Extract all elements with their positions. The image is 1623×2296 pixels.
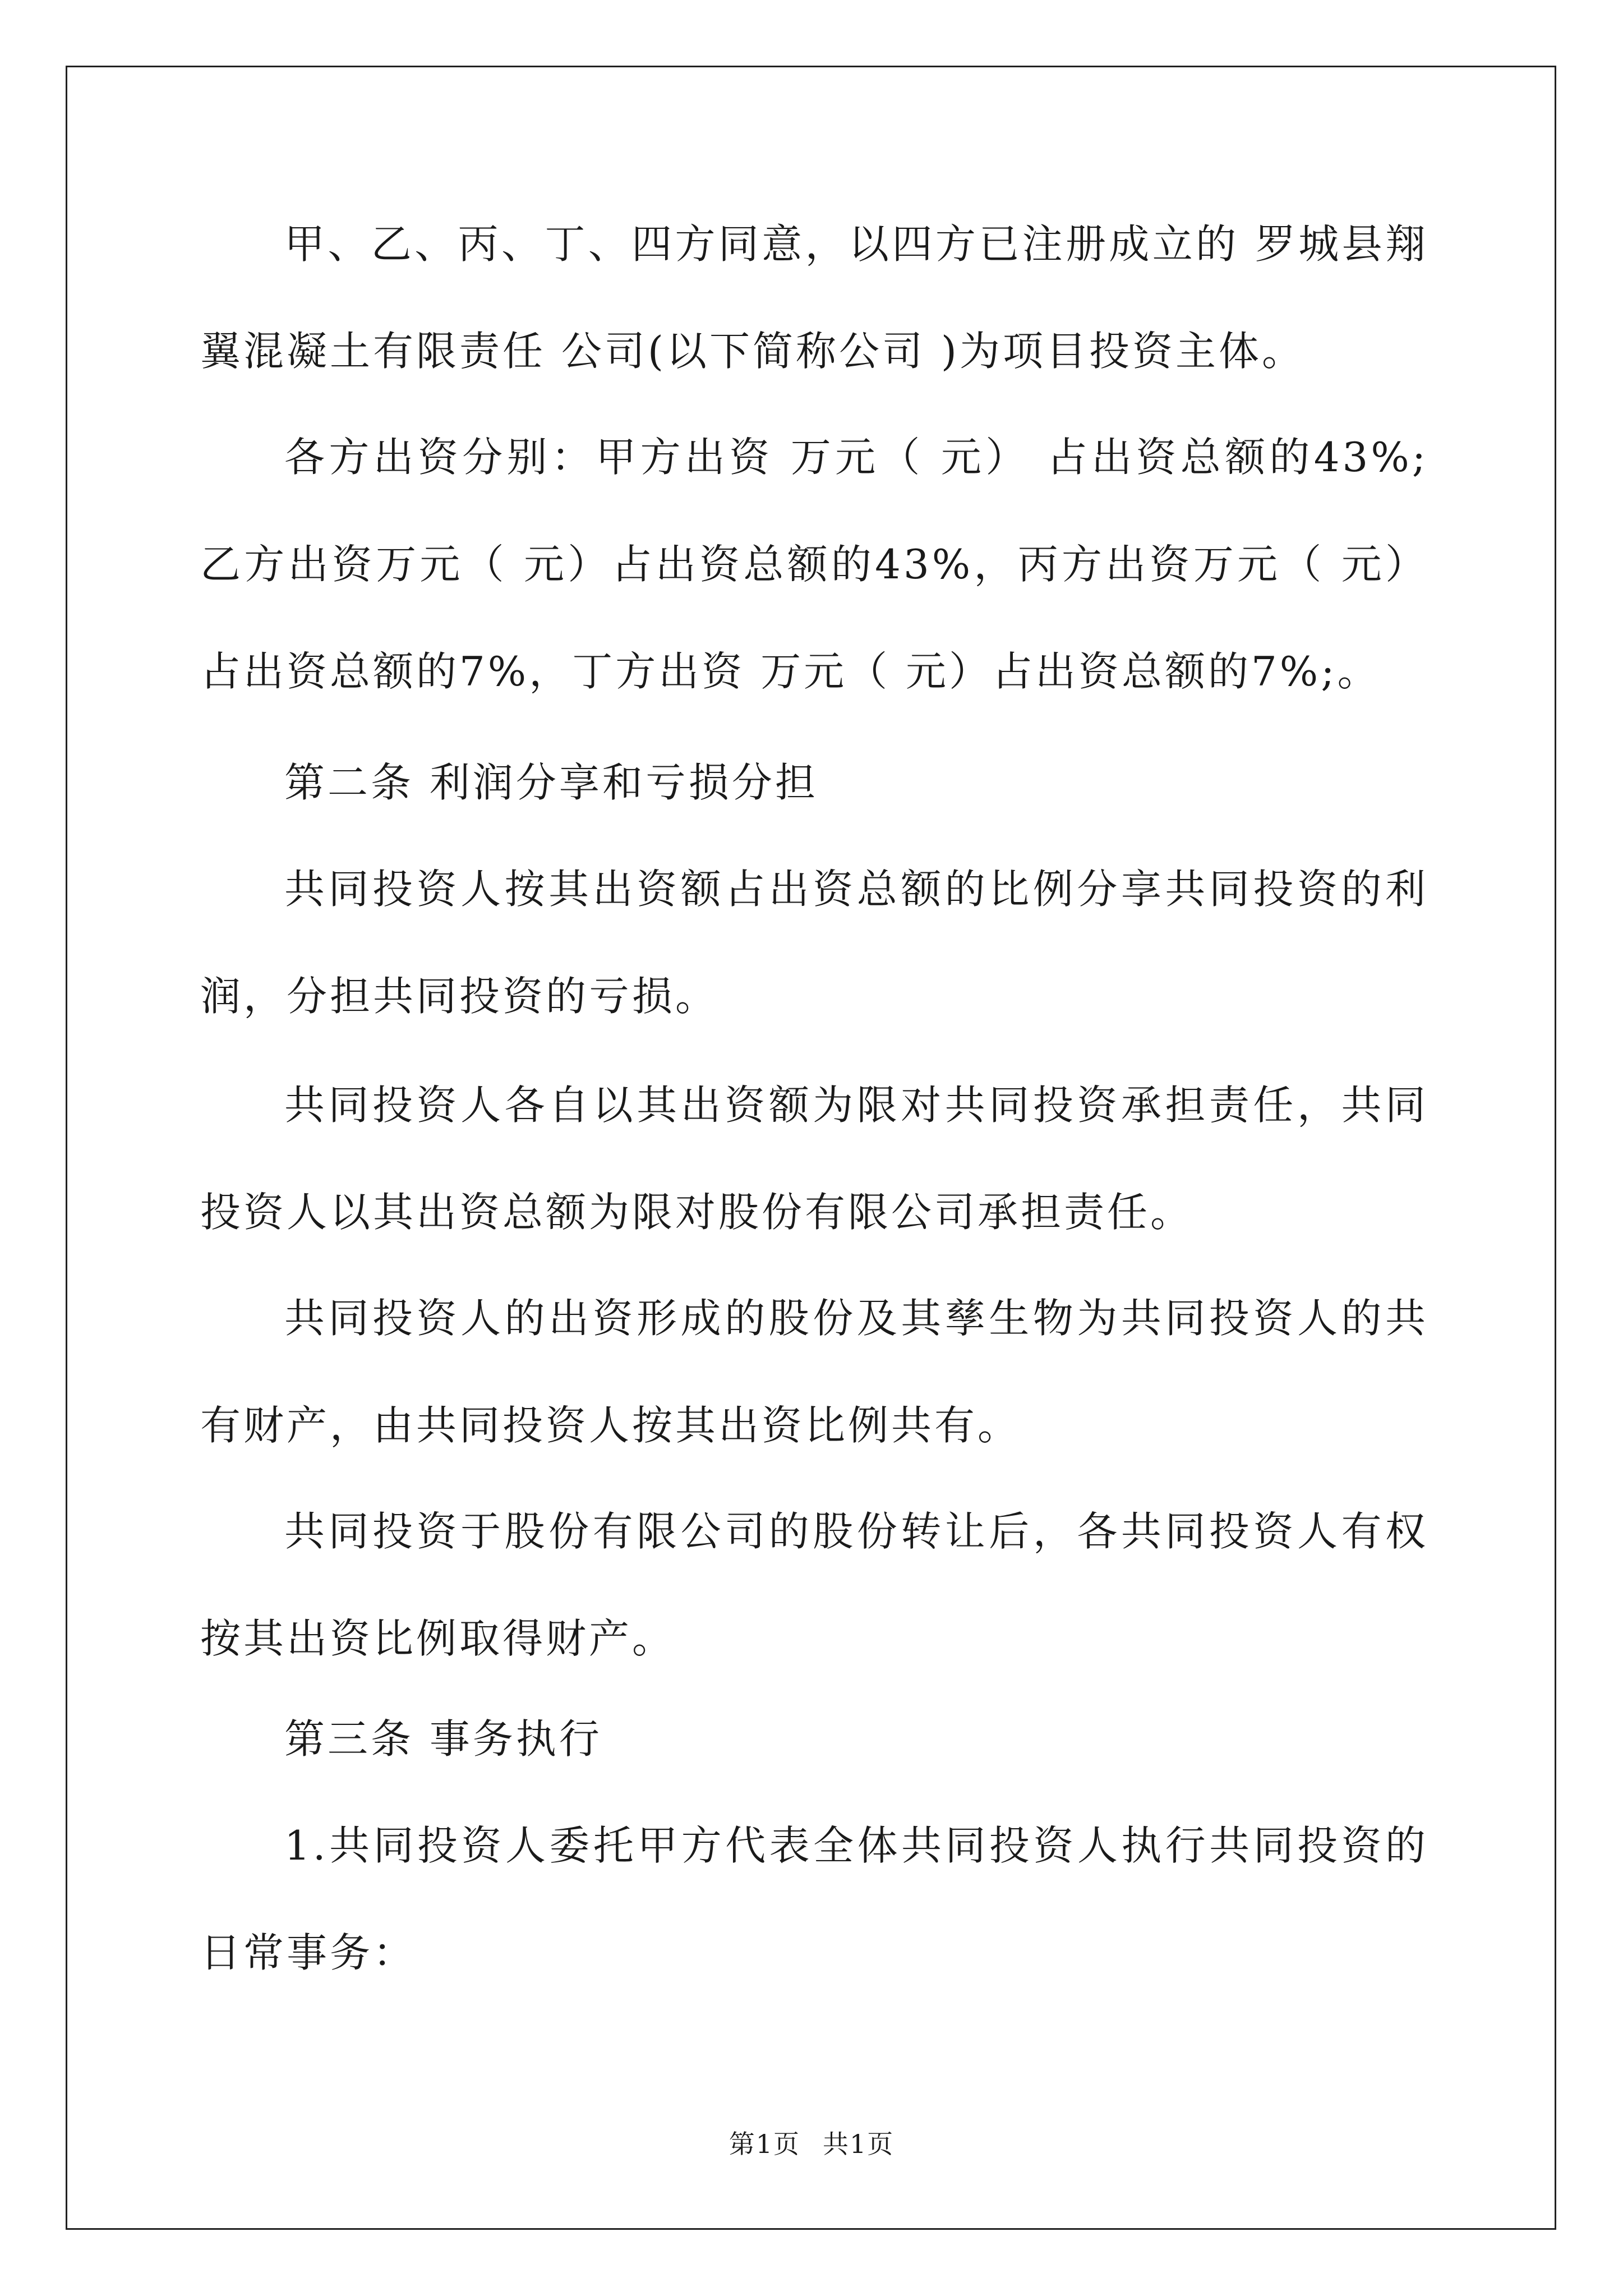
heading-article-two: 第二条 利润分享和亏损分担 bbox=[284, 759, 818, 806]
page-number: 第1页 bbox=[728, 2129, 800, 2159]
paragraph-investment-entity: 甲、乙、丙、丁、四方同意，以四方已注册成立的 罗城县翔翼混凝土有限责任 公司(以下简称公司 )为项目投资主体。 bbox=[200, 220, 1428, 375]
paragraph-common-property: 共同投资人的出资形成的股份及其孳生物为共同投资人的共有财产，由共同投资人按其出资比例共有。 bbox=[200, 1295, 1428, 1449]
paragraph-affairs-execution: 1.共同投资人委托甲方代表全体共同投资人执行共同投资的日常事务： bbox=[200, 1822, 1428, 1976]
page-total: 共1页 bbox=[823, 2129, 895, 2159]
page-footer bbox=[0, 2127, 1623, 2161]
paragraph-profit-sharing: 共同投资人按其出资额占出资总额的比例分享共同投资的利润，分担共同投资的亏损。 bbox=[200, 866, 1428, 1020]
heading-article-three: 第三条 事务执行 bbox=[284, 1715, 602, 1763]
paragraph-capital-contribution: 各方出资分别：甲方出资 万元（ 元） 占出资总额的43%;乙方出资万元（ 元）占出资总额的43%，丙方出资万元（ 元）占出资总额的7%，丁方出资 万元（ 元）占出资总额的7%;。 bbox=[200, 434, 1428, 695]
paragraph-share-transfer: 共同投资于股份有限公司的股份转让后，各共同投资人有权按其出资比例取得财产。 bbox=[200, 1508, 1428, 1662]
paragraph-liability: 共同投资人各自以其出资额为限对共同投资承担责任，共同投资人以其出资总额为限对股份有限公司承担责任。 bbox=[200, 1082, 1428, 1236]
